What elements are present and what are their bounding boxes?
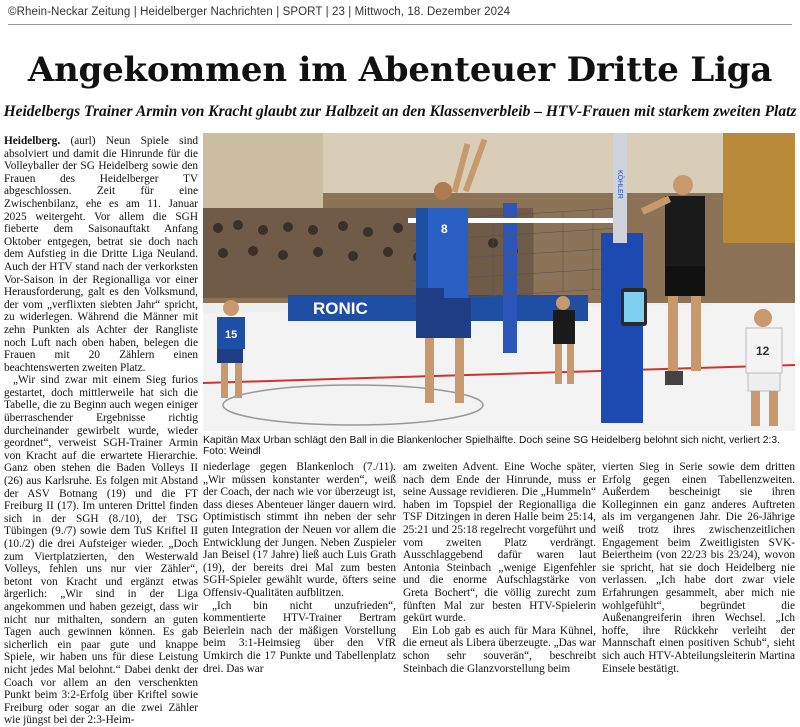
article-column-1 bbox=[4, 135, 198, 727]
paragraph: „Wir sind zwar mit einem Sieg furios gestartet, doch mittlerweile hat sich die Tabelle, die zu Beginn auch wegen einiger überraschender Ergebnisse richtig durcheinander gewirbelt wurde, wieder geordnet“, verweist SGH-Trainer Armin von Kracht auf die erwartete Hierarchie. Ganz oben stehen die Baden Volleys II (26) aus Karlsruhe. Es folgen mit Abstand der ASV Botnang (19) und die FT Freiburg II (17). Im unteren Drittel finden sich in der SGH (8./10), der TSG Tübingen (9./7) sowie dem TuS Kriftel II (10./2) die drei Aufsteiger wieder. „Doch zum Viertplatzierten, den Westerwald Volleys, fehlen uns nur vier Zähler“, betont von Kracht und ergänzt etwas ärgerlich: „Wir sind in der Liga angekommen und haben gezeigt, dass wir nicht nur mithalten, sondern an guten Tagen auch gewinnen können. Es gab sicherlich ein paar gute und knappe Spiele, wir haben uns für diese Leistung nicht jedes Mal belohnt.“ Dabei denkt der Coach vor allem an den verschenkten Punkt beim 3:2-Erfolg über Kriftel sowie Freiburg oder sogar an die zwei Zähler wie jüngst bei der 2:3-Heim- bbox=[4, 374, 198, 727]
headline: Angekommen im Abenteuer Dritte Liga bbox=[27, 50, 773, 90]
paragraph: (aurl) Neun Spiele sind absolviert und damit die Hinrunde für die Volleyballer der SG Heidelberg sowie den Frauen des Heidelberger TV abgeschlossen. Zeit für eine Zwischenbilanz, ehe es am 11. Januar 2025 weitergeht. Vor allem die SGH fieberte dem Saisonauftakt Anfang Oktober entgegen, betrat sie doch nach dem Aufstieg in die Dritte Liga Neuland. Auch der HTV stand nach der verkorksten Vor-Saison in der Regionalliga vor einer Herausforderung, galt es den Volksmund, der vom „verflixten siebten Jahr“ spricht, zu widerlegen. Während die Männer mit zehn Punkten als Achter der Rangliste noch Luft nach oben haben, belegen die Frauen mit 20 Zählern einen beachtenswerten zweiten Platz. bbox=[4, 135, 198, 374]
masthead: ©Rhein-Neckar Zeitung | Heidelberger Nachrichten | SPORT | 23 | Mittwoch, 18. Dezember 2024 bbox=[8, 6, 511, 18]
paragraph: am zweiten Advent. Eine Woche später, nach dem Ende der Hinrunde, muss er seine Aussage revidieren. Die „Hummeln“ haben im Topspiel der Regionalliga die TSF Ditzingen in deren Halle beim 25:14, 25:21 und 25:18 regelrecht vorgeführt und vom zweiten Platz verdrängt. Ausschlaggebend dafür waren laut Antonia Steinbach „wenige Eigenfehler und die enorme Aufschlagstärke von Greta Bochert“, die völlig zurecht zum fünften Mal zur besten HTV-Spielerin gekürt wurde. bbox=[403, 461, 596, 625]
subheadline: Heidelbergs Trainer Armin von Kracht glaubt zur Halbzeit an den Klassenverbleib – HTV-Frauen mit starkem zweiten Platz bbox=[3, 103, 797, 120]
masthead-divider bbox=[8, 24, 792, 25]
article-column-2 bbox=[203, 461, 396, 675]
article-photo bbox=[203, 133, 795, 431]
paragraph: vierten Sieg in Serie sowie dem dritten Erfolg gegen einen Tabellenzweiten. Außerdem bescheinigt sie ihren Kolleginnen ein ganz anderes Auftreten als im vergangenen Jahr. Die 26-Jährige weiß trotz ihres zwischenzeitlichen Engagement beim Zweitligisten SVK-Beiertheim (von 22/23 bis 23/24), wovon sie spricht, hat sie doch Heidelberg nie verlassen. „Ich habe dort zwar viele Erfahrungen gesammelt, aber mich nie wohlgefühlt“, begründet die Außenangreiferin ihren Wechsel. „Ich hoffe, ihre Rückkehr verleiht der Mannschaft einen positiven Schub“, sieht sich auch HTV-Abteilungsleiterin Martina Einsele bestätigt. bbox=[602, 461, 795, 675]
jersey-number: 12 bbox=[756, 344, 770, 358]
paragraph: „Ich bin nicht unzufrieden“, kommentierte HTV-Trainer Bertram Beierlein nach der mäßigen Vorstellung beim 3:1-Heimsieg über den VfR Umkirch die 17 Punkte und Tabellenplatz drei. Das war bbox=[203, 599, 396, 675]
post-label: KÖHLER bbox=[616, 170, 623, 199]
paragraph: Ein Lob gab es auch für Mara Kühnel, die erneut als Libera überzeugte. „Das war schon sehr souverän“, beschreibt Steinbach die Glanzvorstellung beim bbox=[403, 624, 596, 675]
banner-text: RONIC bbox=[313, 299, 368, 318]
article-column-3 bbox=[403, 461, 596, 675]
jersey-number: 15 bbox=[225, 329, 238, 341]
jersey-number: 8 bbox=[441, 222, 448, 236]
photo-caption: Kapitän Max Urban schlägt den Ball in die Blankenlocher Spielhälfte. Doch seine SG Heidelberg belohnt sich nicht, verliert 2:3. Foto: Weindl bbox=[203, 435, 780, 457]
article-column-4 bbox=[602, 461, 795, 675]
paragraph: niederlage gegen Blankenloch (7./11). „Wir müssen konstanter werden“, weiß der Coach, der nach wie vor überzeugt ist, dass dieses Abenteuer länger dauern wird. Optimistisch stimmt ihn neben der sehr guten Integration der Neuen vor allem die Entwicklung der Jungen. Neben Zuspieler Jan Beisel (17 Jahre) ließ auch Luis Grath (19), der bereits drei Mal zum besten SGH-Spieler gewählt wurde, öfters seine Offensiv-Qualitäten aufblitzen. bbox=[203, 461, 396, 599]
dateline: Heidelberg. bbox=[4, 135, 61, 147]
